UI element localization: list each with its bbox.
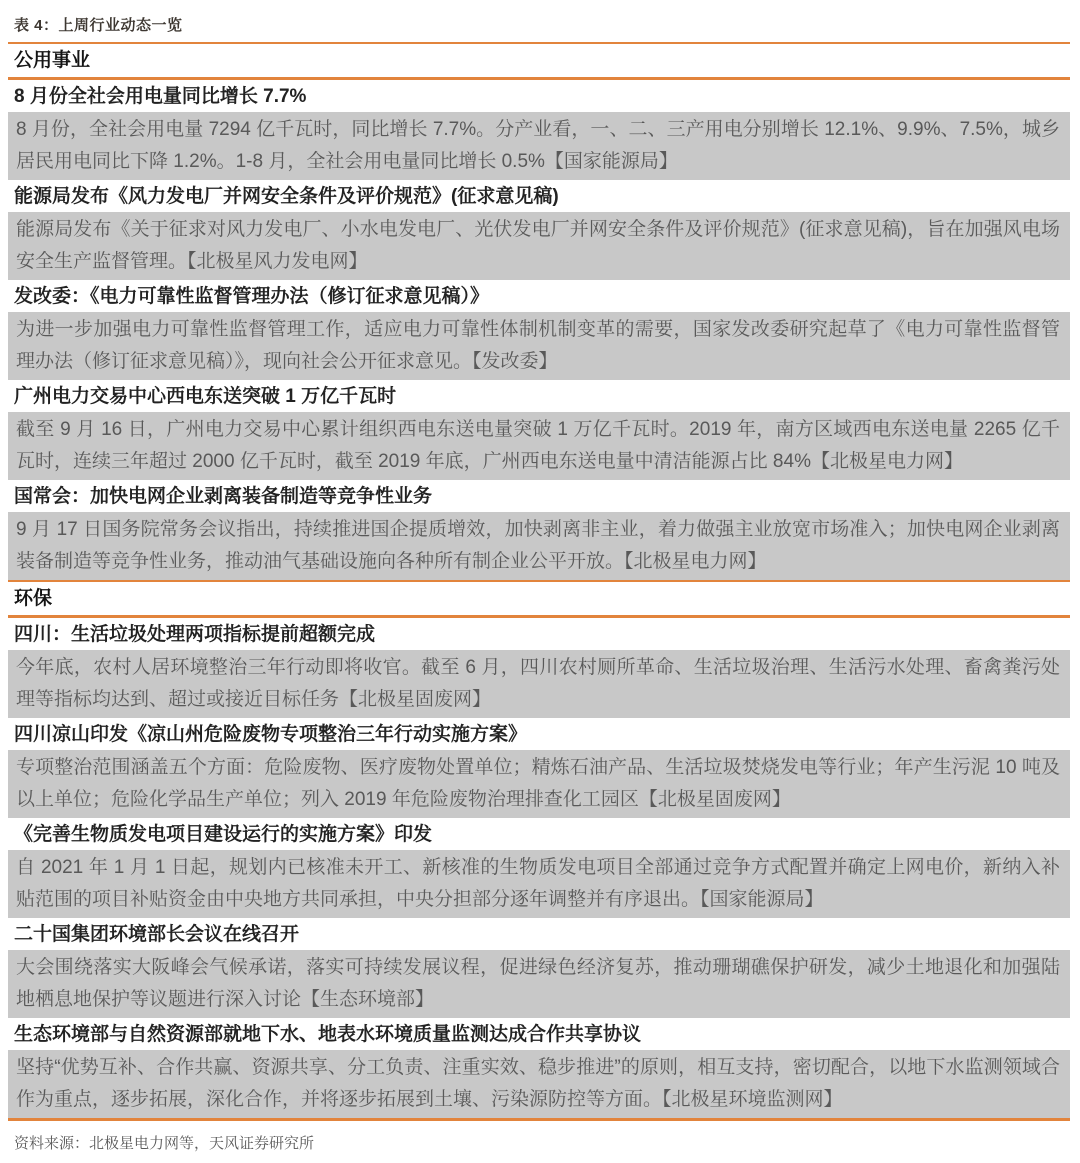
news-body: 9 月 17 日国务院常务会议指出，持续推进国企提质增效，加快剥离非主业，着力做强主业放宽市场准入；加快电网企业剥离装备制造等竞争性业务，推动油气基础设施向各种所有制企业公平开放。【北极星电力网】	[8, 512, 1070, 580]
news-body: 大会围绕落实大阪峰会气候承诺，落实可持续发展议程，促进绿色经济复苏，推动珊瑚礁保护研发，减少土地退化和加强陆地栖息地保护等议题进行深入讨论【生态环境部】	[8, 950, 1070, 1018]
news-body: 为进一步加强电力可靠性监督管理工作，适应电力可靠性体制机制变革的需要，国家发改委研究起草了《电力可靠性监督管理办法（修订征求意见稿）》，现向社会公开征求意见。【发改委】	[8, 312, 1070, 380]
news-item	[8, 380, 1070, 480]
news-headline: 四川凉山印发《凉山州危险废物专项整治三年行动实施方案》	[14, 724, 528, 745]
news-body: 坚持“优势互补、合作共赢、资源共享、分工负责、注重实效、稳步推进”的原则，相互支持，密切配合，以地下水监测领域合作为重点，逐步拓展，深化合作，并将逐步拓展到土壤、污染源防控等方面。【北极星环境监测网】	[8, 1050, 1070, 1118]
news-body: 8 月份，全社会用电量 7294 亿千瓦时，同比增长 7.7%。分产业看，一、二、三产用电分别增长 12.1%、9.9%、7.5%，城乡居民用电同比下降 1.2%。1-8 月，全社会用电量同比增长 0.5%【国家能源局】	[8, 112, 1070, 180]
news-headline: 发改委：《电力可靠性监督管理办法（修订征求意见稿）》	[14, 286, 490, 307]
news-section	[8, 580, 1070, 1118]
news-headline: 国常会：加快电网企业剥离装备制造等竞争性业务	[14, 486, 433, 507]
news-item	[8, 80, 1070, 180]
news-body: 今年底，农村人居环境整治三年行动即将收官。截至 6 月，四川农村厕所革命、生活垃圾治理、生活污水处理、畜禽粪污处理等指标均达到、超过或接近目标任务【北极星固废网】	[8, 650, 1070, 718]
news-item	[8, 1018, 1070, 1118]
news-item	[8, 280, 1070, 380]
section-header: 环保	[8, 580, 1070, 618]
news-body: 能源局发布《关于征求对风力发电厂、小水电发电厂、光伏发电厂并网安全条件及评价规范》(征求意见稿)，旨在加强风电场安全生产监督管理。【北极星风力发电网】	[8, 212, 1070, 280]
news-body: 截至 9 月 16 日，广州电力交易中心累计组织西电东送电量突破 1 万亿千瓦时。2019 年，南方区域西电东送电量 2265 亿千瓦时，连续三年超过 2000 亿千瓦时，截至 2019 年底，广州西电东送电量中清洁能源占比 84%【北极星电力网】	[8, 412, 1070, 480]
news-headline: 四川：生活垃圾处理两项指标提前超额完成	[14, 624, 376, 645]
source-note: 资料来源：北极星电力网等，天风证券研究所	[14, 1135, 315, 1152]
section-items	[8, 80, 1070, 580]
news-headline: 8 月份全社会用电量同比增长 7.7%	[14, 86, 307, 107]
section-header: 公用事业	[8, 44, 1070, 80]
news-item	[8, 180, 1070, 280]
section-items	[8, 618, 1070, 1118]
news-headline: 《完善生物质发电项目建设运行的实施方案》印发	[14, 824, 433, 845]
news-headline: 二十国集团环境部长会议在线召开	[14, 924, 300, 945]
news-body: 专项整治范围涵盖五个方面：危险废物、医疗废物处置单位；精炼石油产品、生活垃圾焚烧发电等行业；年产生污泥 10 吨及以上单位；危险化学品生产单位；列入 2019 年危险废物治理排查化工园区【北极星固废网】	[8, 750, 1070, 818]
news-section	[8, 44, 1070, 580]
news-headline: 广州电力交易中心西电东送突破 1 万亿千瓦时	[14, 386, 397, 407]
news-headline: 生态环境部与自然资源部就地下水、地表水环境质量监测达成合作共享协议	[14, 1024, 642, 1045]
news-headline: 能源局发布《风力发电厂并网安全条件及评价规范》(征求意见稿)	[14, 186, 559, 207]
table-title: 表 4：上周行业动态一览	[8, 10, 1070, 44]
news-item	[8, 480, 1070, 580]
news-body: 自 2021 年 1 月 1 日起，规划内已核准未开工、新核准的生物质发电项目全部通过竞争方式配置并确定上网电价，新纳入补贴范围的项目补贴资金由中央地方共同承担，中央分担部分逐年调整并有序退出。【国家能源局】	[8, 850, 1070, 918]
news-item	[8, 918, 1070, 1018]
sections-container	[8, 44, 1070, 1118]
news-item	[8, 718, 1070, 818]
news-item	[8, 618, 1070, 718]
news-item	[8, 818, 1070, 918]
